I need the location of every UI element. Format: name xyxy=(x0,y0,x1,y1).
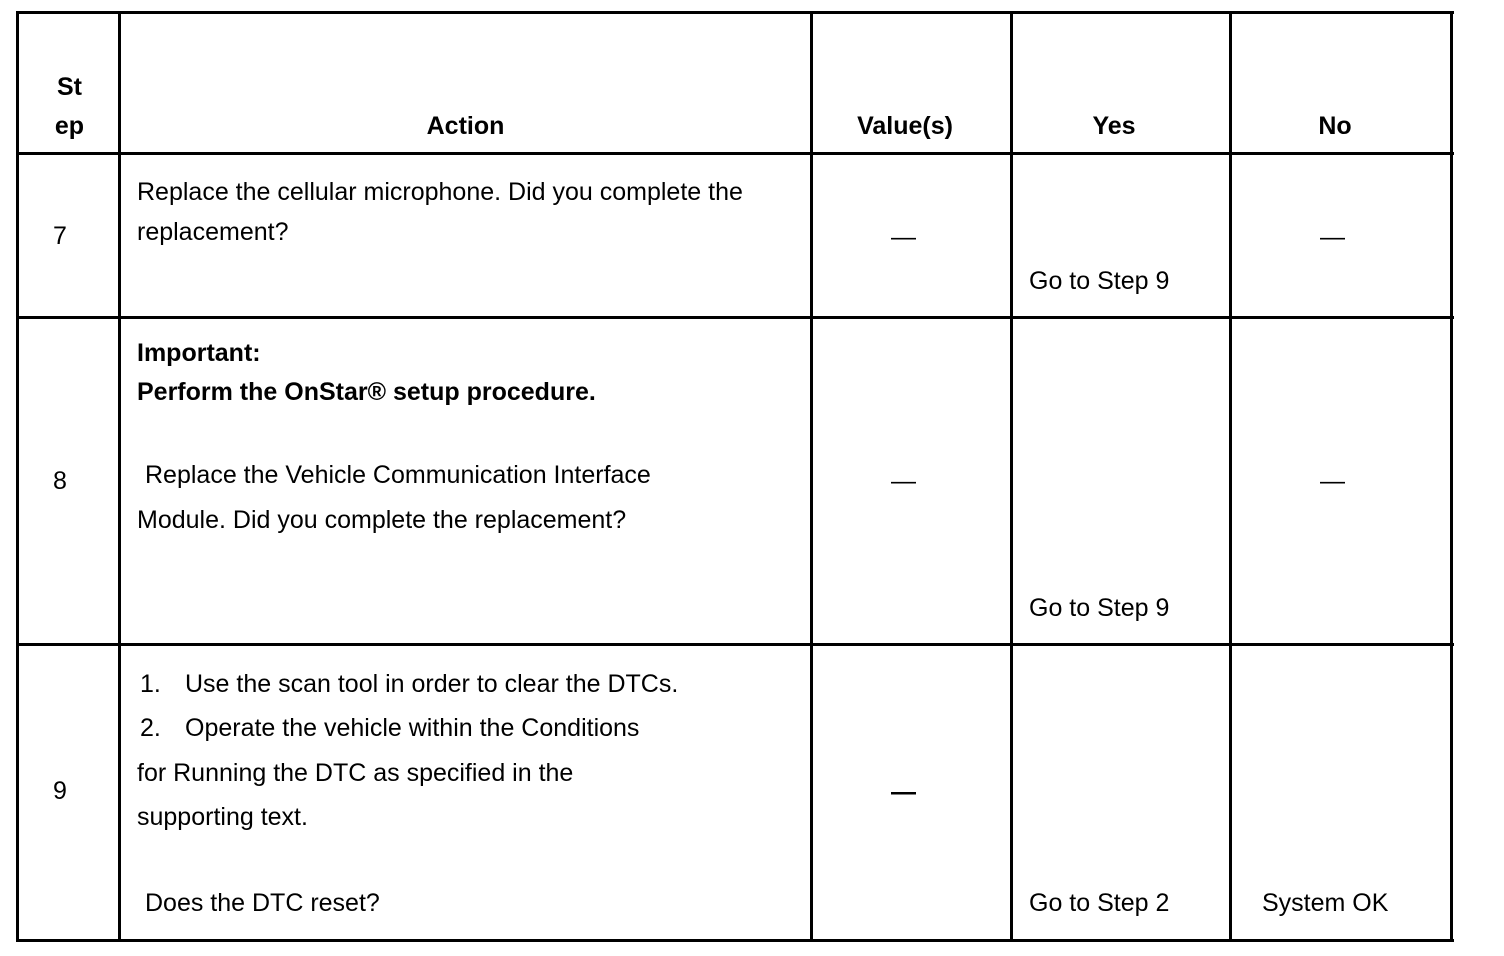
header-step-line2: ep xyxy=(54,112,85,140)
step-number: 8 xyxy=(53,467,67,495)
yes-result: Go to Step 9 xyxy=(1029,594,1170,622)
yes-result: Go to Step 9 xyxy=(1029,267,1170,295)
action-question: Does the DTC reset? xyxy=(145,889,380,917)
action-text: supporting text. xyxy=(137,803,308,831)
important-text: Perform the OnStar® setup procedure. xyxy=(137,378,596,406)
action-text: Module. Did you complete the replacement? xyxy=(137,506,627,534)
table-border-left xyxy=(16,11,19,942)
step-number: 7 xyxy=(53,222,67,250)
table-border-bottom xyxy=(16,939,1454,942)
no-dash: — xyxy=(1320,467,1345,495)
column-divider-values xyxy=(1010,11,1013,942)
table-border-top xyxy=(16,11,1454,14)
value-dash: — xyxy=(891,778,916,806)
list-item-number: 2. xyxy=(140,714,161,742)
header-values: Value(s) xyxy=(857,112,953,140)
value-dash: — xyxy=(891,467,916,495)
list-item-number: 1. xyxy=(140,670,161,698)
header-divider xyxy=(16,152,1454,155)
row-divider-8 xyxy=(16,643,1454,646)
value-dash: — xyxy=(891,223,916,251)
action-text: Replace the Vehicle Communication Interface xyxy=(145,461,651,489)
table-border-right xyxy=(1450,11,1453,942)
step-number: 9 xyxy=(53,777,67,805)
yes-result: Go to Step 2 xyxy=(1029,889,1170,917)
list-item-text: Use the scan tool in order to clear the DTCs. xyxy=(185,670,679,698)
column-divider-yes xyxy=(1229,11,1232,942)
action-text: Replace the cellular microphone. Did you complete the xyxy=(137,178,743,206)
no-result: System OK xyxy=(1262,889,1389,917)
action-text: for Running the DTC as specified in the xyxy=(137,759,574,787)
important-label: Important: xyxy=(137,339,261,367)
column-divider-action xyxy=(810,11,813,942)
header-yes: Yes xyxy=(1092,112,1136,140)
action-text: replacement? xyxy=(137,218,289,246)
header-step-line1: St xyxy=(57,73,82,101)
list-item-text: Operate the vehicle within the Conditions xyxy=(185,714,640,742)
row-divider-7 xyxy=(16,316,1454,319)
no-dash: — xyxy=(1320,223,1345,251)
header-no: No xyxy=(1318,112,1352,140)
header-action: Action xyxy=(426,112,505,140)
column-divider-step xyxy=(118,11,121,942)
